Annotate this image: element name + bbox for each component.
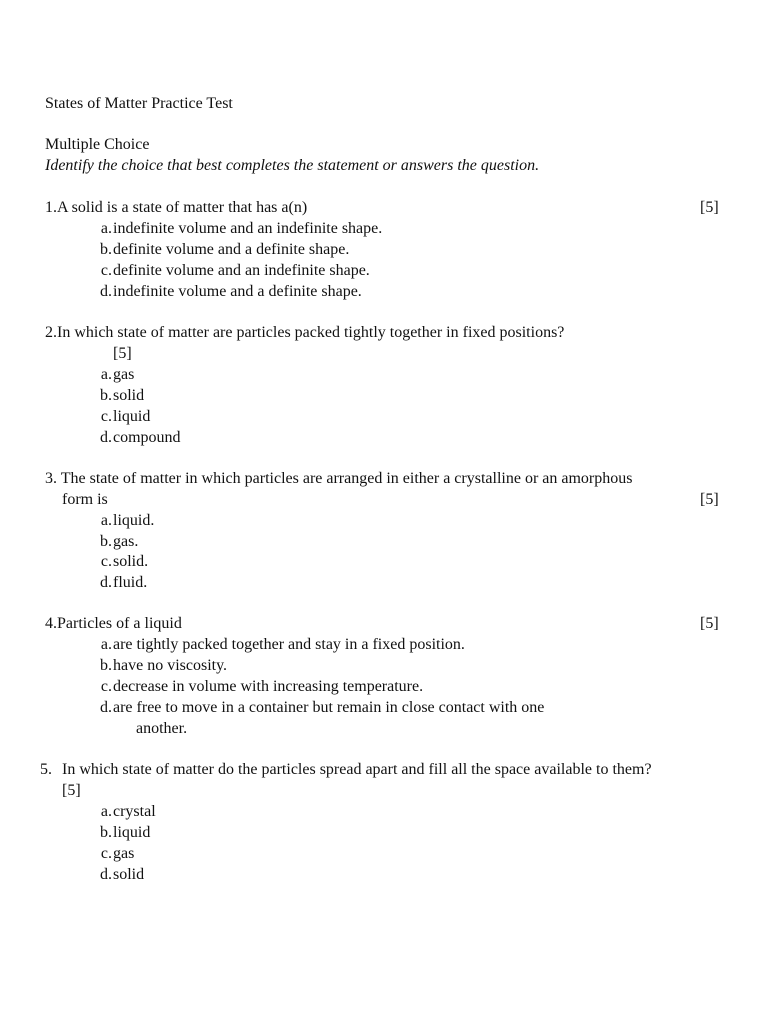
option-text: indefinite volume and an indefinite shape. (113, 220, 383, 237)
question-stem: 4.Particles of a liquid (45, 615, 182, 632)
option-letter: b. (100, 241, 112, 258)
option-text-continued: another. (136, 720, 188, 737)
question-stem: In which state of matter do the particles spread apart and fill all the space available to them? (62, 761, 652, 778)
option-text: are tightly packed together and stay in a fixed position. (113, 636, 465, 653)
option-letter: d. (100, 429, 112, 446)
question-points: [5] (700, 615, 719, 632)
question-points: [5] (113, 345, 132, 362)
option-letter: a. (100, 220, 112, 237)
option-text: solid. (113, 553, 149, 570)
option-text: crystal (113, 803, 156, 820)
option-text: solid (113, 866, 145, 883)
page-title: States of Matter Practice Test (45, 95, 233, 112)
option-letter: b. (100, 387, 112, 404)
option-letter: a. (100, 512, 112, 529)
option-text: gas (113, 366, 135, 383)
option-text: decrease in volume with increasing temperature. (113, 678, 424, 695)
option-letter: a. (100, 803, 112, 820)
option-text: liquid. (113, 512, 155, 529)
option-letter: c. (100, 262, 112, 279)
option-text: definite volume and an indefinite shape. (113, 262, 370, 279)
option-letter: b. (100, 533, 112, 550)
option-text: definite volume and a definite shape. (113, 241, 350, 258)
option-letter: a. (100, 366, 112, 383)
option-letter: c. (100, 408, 112, 425)
option-text: indefinite volume and a definite shape. (113, 283, 362, 300)
option-letter: d. (100, 699, 112, 716)
option-text: liquid (113, 408, 151, 425)
option-letter: a. (100, 636, 112, 653)
option-letter: b. (100, 824, 112, 841)
question-stem-continued: form is (62, 491, 108, 508)
question-stem: 1.A solid is a state of matter that has a(n) (45, 199, 308, 216)
question-stem: 3. The state of matter in which particles are arranged in either a crystalline or an amorphous (45, 470, 633, 487)
question-points: [5] (700, 199, 719, 216)
option-text: gas. (113, 533, 139, 550)
option-text: fluid. (113, 574, 148, 591)
option-text: are free to move in a container but remain in close contact with one (113, 699, 545, 716)
question-stem: 2.In which state of matter are particles packed tightly together in fixed positions? (45, 324, 565, 341)
option-letter: b. (100, 657, 112, 674)
section-heading: Multiple Choice (45, 136, 150, 153)
option-letter: c. (100, 845, 112, 862)
option-text: compound (113, 429, 181, 446)
question-points: [5] (62, 782, 81, 799)
option-text: gas (113, 845, 135, 862)
question-points: [5] (700, 491, 719, 508)
option-letter: d. (100, 866, 112, 883)
option-text: solid (113, 387, 145, 404)
option-letter: d. (100, 283, 112, 300)
question-number: 5. (40, 761, 52, 778)
option-text: liquid (113, 824, 151, 841)
section-instructions: Identify the choice that best completes the statement or answers the question. (45, 157, 540, 174)
option-letter: c. (100, 553, 112, 570)
option-letter: c. (100, 678, 112, 695)
option-text: have no viscosity. (113, 657, 228, 674)
option-letter: d. (100, 574, 112, 591)
